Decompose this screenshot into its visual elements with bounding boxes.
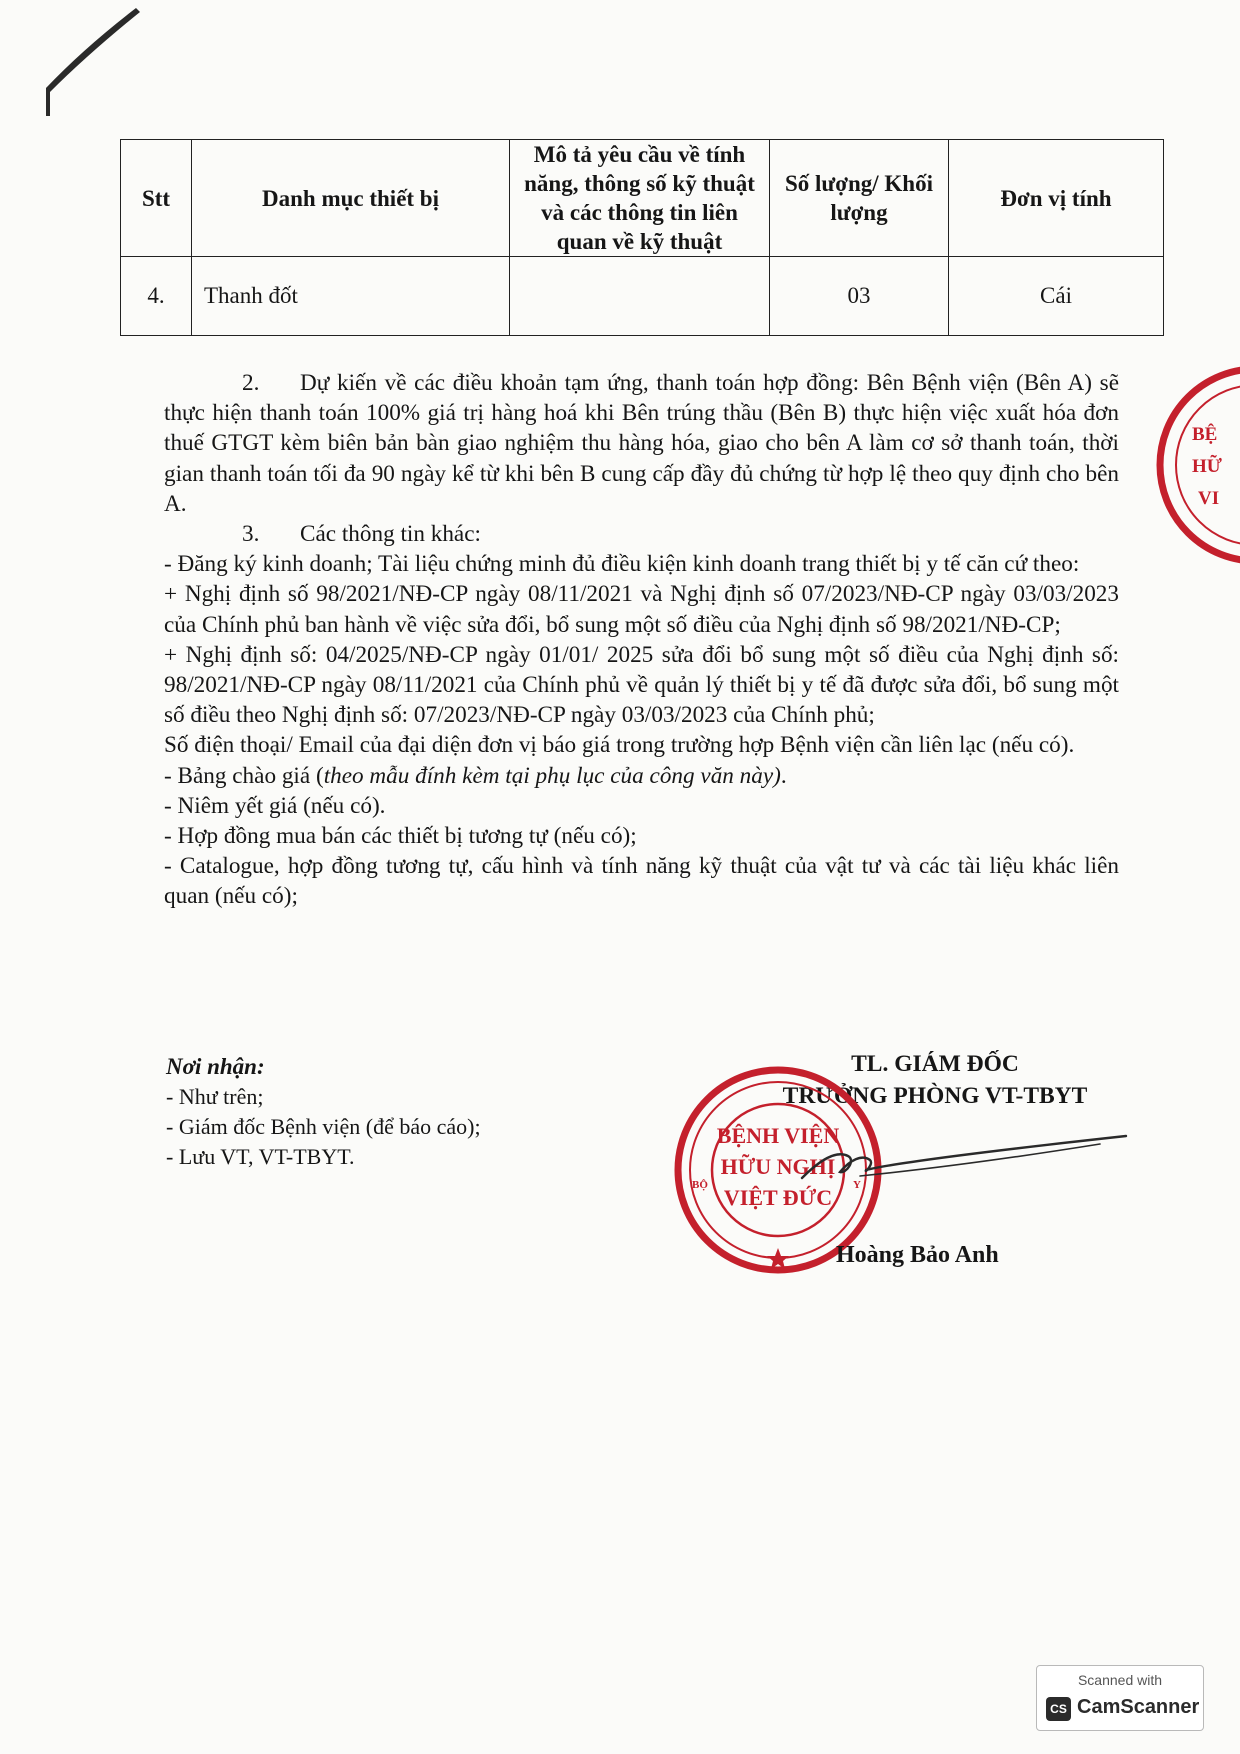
table-header-row: [121, 140, 1164, 257]
seal-line-3: VIỆT ĐỨC: [723, 1185, 833, 1210]
list-item: - Catalogue, hợp đồng tương tự, cấu hình và tính năng kỹ thuật của vật tư và các tài liệu khác liên quan (nếu có);: [164, 853, 1119, 910]
recipients-heading: Nơi nhận:: [166, 1054, 265, 1079]
price-quote-prefix: - Bảng chào giá (: [164, 762, 324, 789]
camscanner-logo-icon: CS: [1046, 1697, 1071, 1721]
scan-corner-mark: [44, 8, 164, 118]
col-header-quantity: Số lượng/ Khối lượng: [770, 140, 949, 257]
col-header-equipment: Danh mục thiết bị: [192, 140, 510, 257]
col-header-description: Mô tả yêu cầu về tính năng, thông số kỹ thuật và các thông tin liên quan về kỹ thuật: [510, 140, 770, 257]
list-item: Số điện thoại/ Email của đại diện đơn vị báo giá trong trường hợp Bệnh viện cần liên lạc (nếu có).: [164, 732, 1075, 759]
seal-star-icon: [767, 1248, 789, 1269]
partial-seal-right-margin: [1152, 362, 1240, 568]
cell-stt: 4.: [121, 257, 192, 336]
partial-seal-line-1: BỆ: [1192, 424, 1218, 445]
recipient-item: - Giám đốc Bệnh viện (để báo cáo);: [166, 1114, 481, 1139]
body-text: [164, 368, 1119, 912]
scanned-with-label: Scanned with: [1077, 1672, 1163, 1688]
cell-unit: Cái: [949, 257, 1164, 336]
equipment-table: [120, 139, 1164, 336]
cell-equipment: Thanh đốt: [192, 257, 510, 336]
recipients-block: [166, 1052, 481, 1172]
other-info-heading: [164, 519, 1119, 549]
seal-line-2: HỮU NGHỊ: [720, 1154, 836, 1179]
cell-description: [510, 257, 770, 336]
handwritten-signature: [800, 1130, 1130, 1200]
list-item: + Nghị định số 98/2021/NĐ-CP ngày 08/11/2021 và Nghị định số 07/2023/NĐ-CP ngày 03/03/2023 của Chính phủ ban hành về việc sửa đổi, bổ sung một số điều của Nghị định số 98/2021/NĐ-CP;: [164, 581, 1119, 638]
camscanner-watermark: [1036, 1665, 1204, 1731]
price-quote-suffix: .: [780, 762, 787, 789]
table-row: [121, 257, 1164, 336]
other-info-heading-text: Các thông tin khác:: [300, 521, 481, 548]
partial-seal-line-3: VI: [1198, 488, 1220, 509]
payment-terms-text: Dự kiến về các điều khoản tạm ứng, thanh toán hợp đồng: Bên Bệnh viện (Bên A) sẽ thực hiện thanh toán 100% giá trị hàng hoá khi Bên trúng thầu (Bên B) thực hiện việc xuất hóa đơn thuế GTGT kèm biên bản bàn giao nghiệm thu hàng hóa, giao cho bên A làm cơ sở thanh toán, thời gian thanh toán tối đa 90 ngày kể từ khi bên B cung cấp đầy đủ chứng từ hợp lệ theo quy định cho bên A.: [164, 370, 1119, 517]
partial-seal-line-2: HỮ: [1192, 456, 1222, 477]
price-quote-item: [164, 761, 1119, 791]
recipient-item: - Như trên;: [166, 1084, 264, 1109]
signatory-name: Hoàng Bảo Anh: [836, 1242, 999, 1268]
signatory-line-2: TRƯỞNG PHÒNG VT-TBYT: [782, 1083, 1088, 1109]
seal-line-1: BỆNH VIỆN: [716, 1123, 840, 1148]
col-header-unit: Đơn vị tính: [949, 140, 1164, 257]
camscanner-brand: CamScanner: [1077, 1696, 1200, 1718]
recipient-item: - Lưu VT, VT-TBYT.: [166, 1144, 355, 1169]
seal-side-right: Y: [853, 1179, 861, 1191]
list-item: - Niêm yết giá (nếu có).: [164, 792, 386, 819]
signatory-line-1: TL. GIÁM ĐỐC: [851, 1051, 1019, 1077]
cell-quantity: 03: [770, 257, 949, 336]
seal-side-left: BỘ: [692, 1179, 708, 1191]
price-quote-italic: theo mẫu đính kèm tại phụ lục của công văn này): [323, 762, 781, 789]
section-number-3: 3.: [242, 521, 260, 548]
list-item: - Hợp đồng mua bán các thiết bị tương tự (nếu có);: [164, 823, 637, 850]
list-item: + Nghị định số: 04/2025/NĐ-CP ngày 01/01/ 2025 sửa đổi bổ sung một số điều của Nghị định số: 98/2021/NĐ-CP ngày 08/11/2021 của Chính phủ về quản lý thiết bị y tế đã được sửa đổi, bổ sung một số điều theo Nghị định số: 07/2023/NĐ-CP ngày 03/03/2023 của Chính phủ;: [164, 641, 1119, 729]
section-number-2: 2.: [242, 370, 260, 396]
payment-terms-paragraph: [164, 368, 1119, 519]
list-item: - Đăng ký kinh doanh; Tài liệu chứng minh đủ điều kiện kinh doanh trang thiết bị y tế căn cứ theo:: [164, 551, 1080, 578]
col-header-stt: Stt: [121, 140, 192, 257]
